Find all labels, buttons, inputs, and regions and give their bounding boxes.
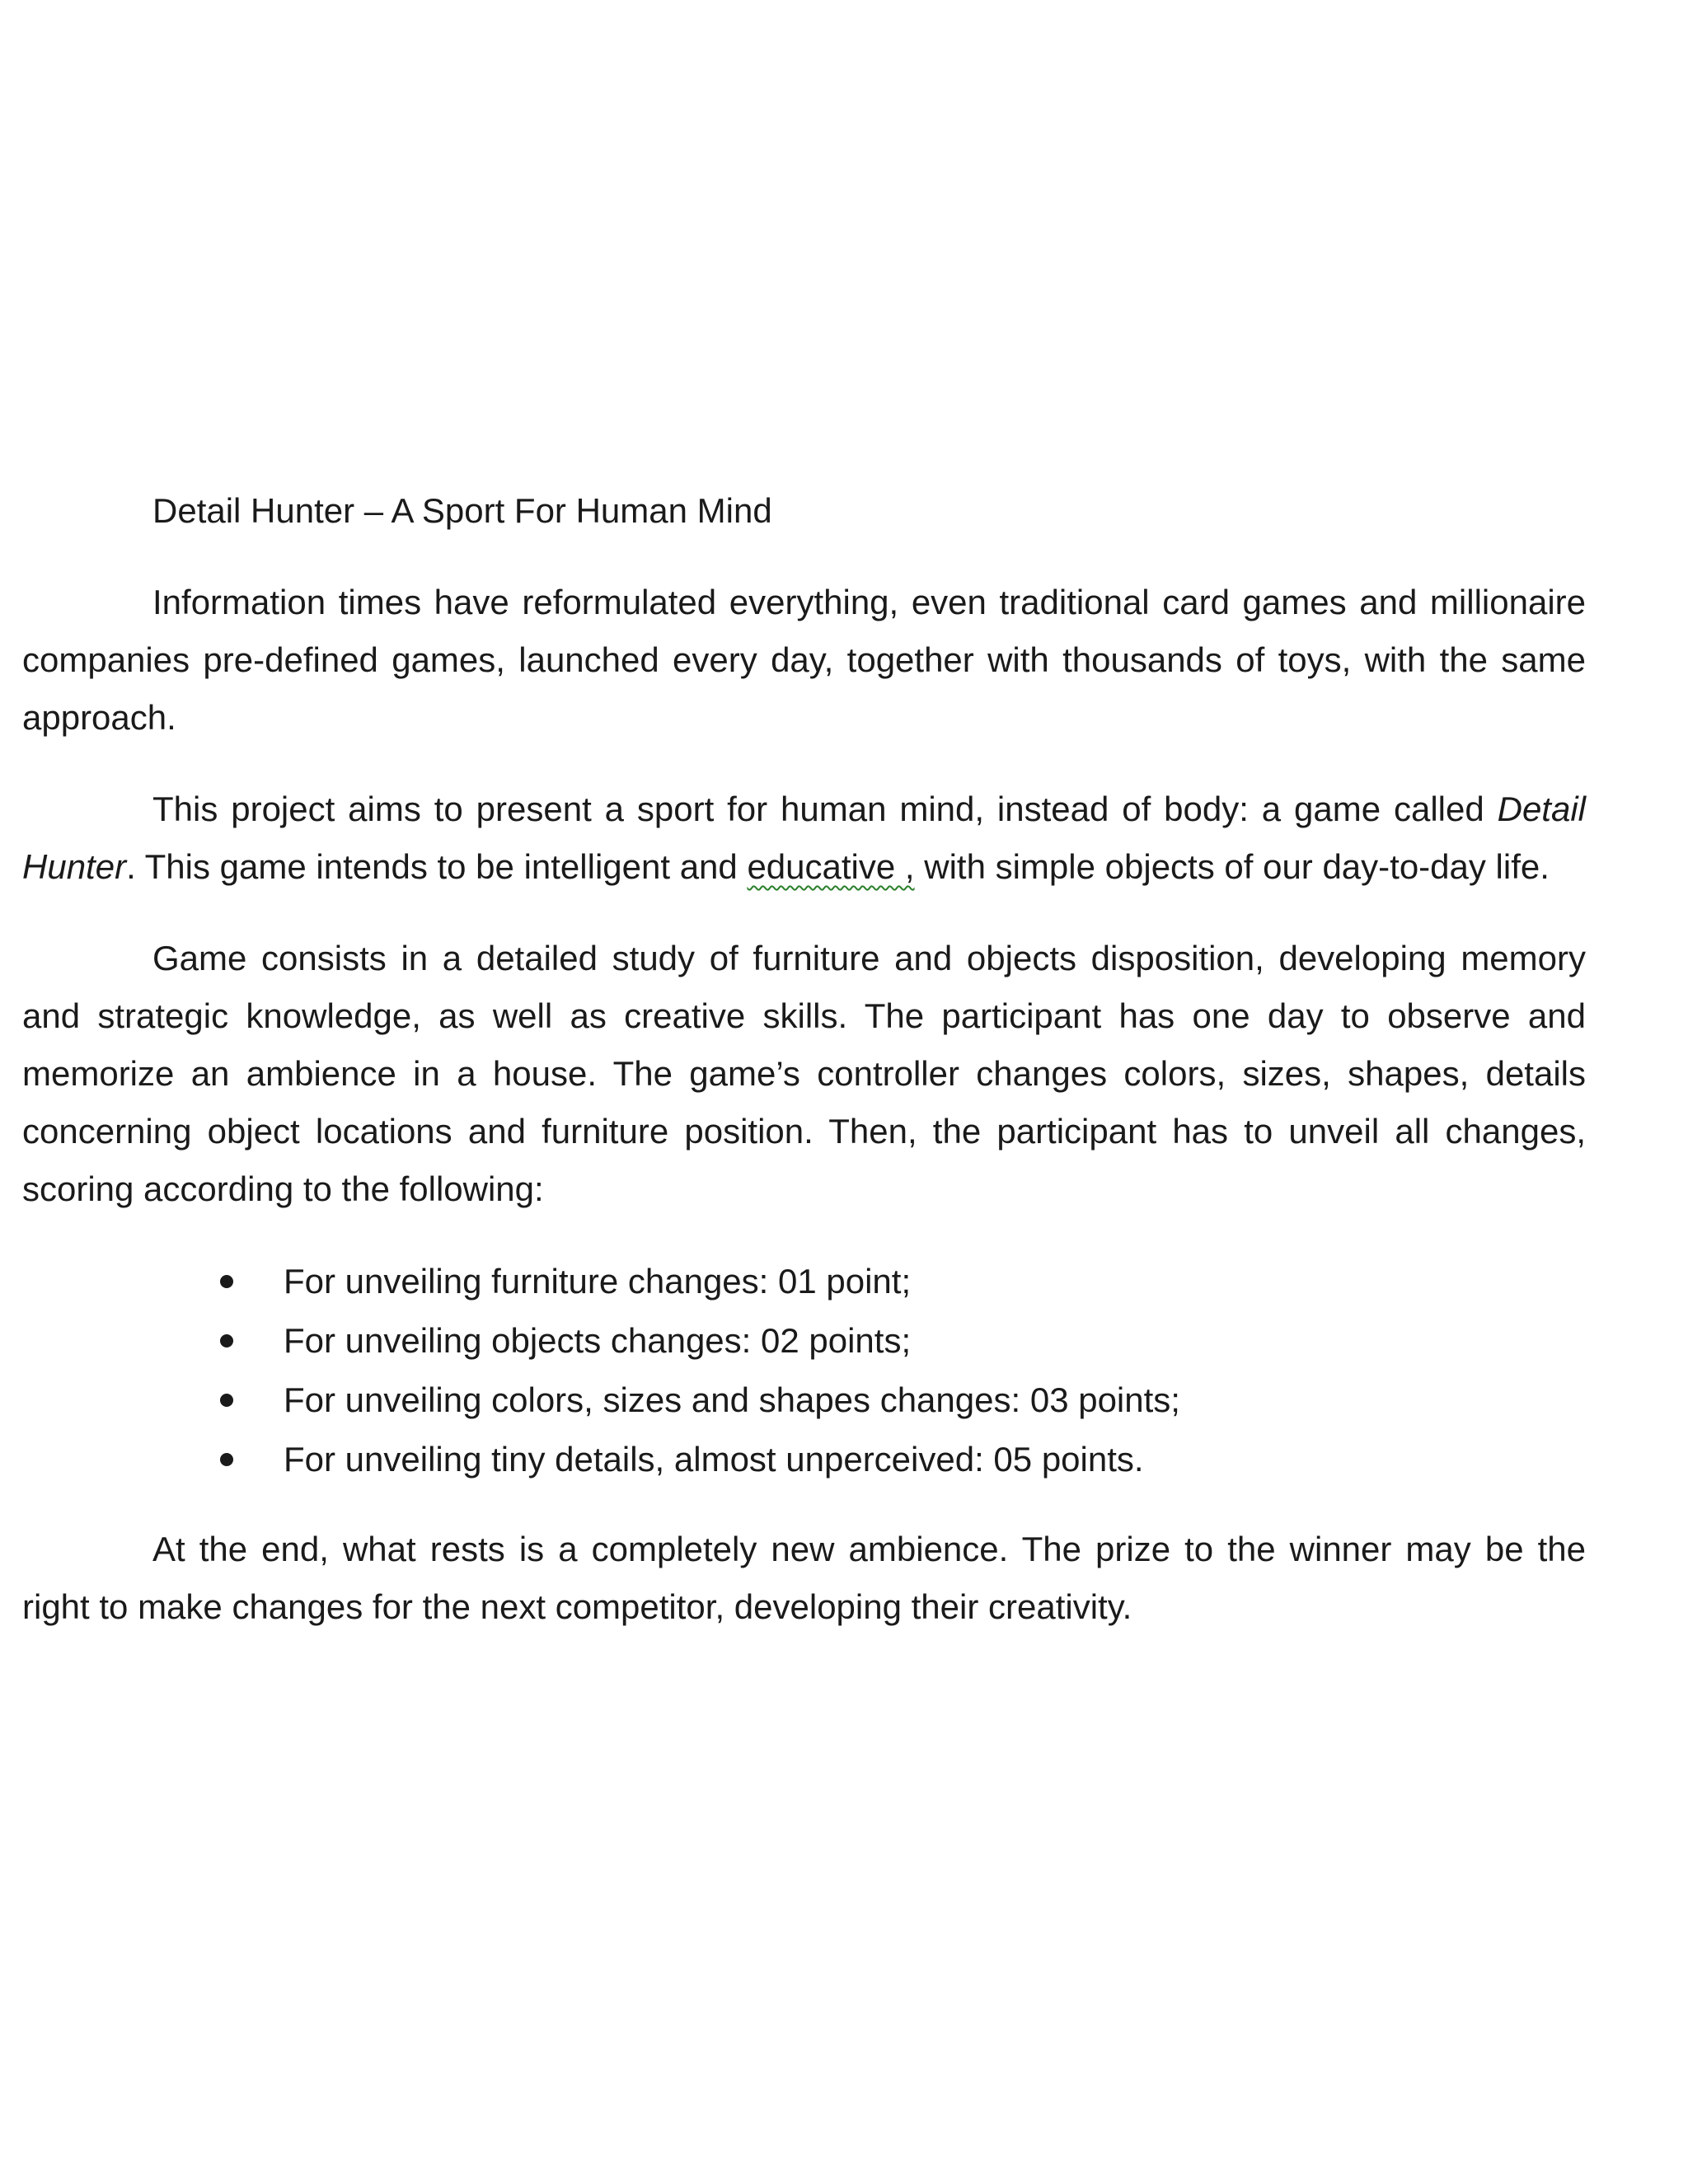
paragraph-intro: Information times have reformulated everything, even traditional card games and millionaire companies pre-defined games, launched every day, together with thousands of toys, with the same approach. bbox=[22, 583, 1586, 737]
paragraph-conclusion: At the end, what rests is a completely new ambience. The prize to the winner may be the right to make changes for the next competitor, developing their creativity. bbox=[22, 1530, 1586, 1626]
scoring-item-text: For unveiling objects changes: 02 points; bbox=[284, 1321, 912, 1360]
paragraph-project-text-3: with simple objects of our day-to-day life. bbox=[914, 847, 1550, 886]
bullet-icon bbox=[220, 1453, 233, 1466]
scoring-list-item bbox=[22, 1311, 1586, 1371]
document-title: Detail Hunter – A Sport For Human Mind bbox=[152, 491, 772, 530]
paragraph-project-text-2: . This game intends to be intelligent and bbox=[126, 847, 748, 886]
game-name-italic: Detail Hunter bbox=[22, 790, 1586, 886]
paragraph-rules: Game consists in a detailed study of furniture and objects disposition, developing memory and strategic knowledge, as well as creative skills. The participant has one day to observe and memorize an ambience in a house. The game’s controller changes colors, sizes, shapes, details concerning object locations and furniture position. Then, the participant has to unveil all changes, scoring according to the following: bbox=[22, 939, 1586, 1208]
paragraph-project-text-1: This project aims to present a sport for human mind, instead of body: a game called bbox=[152, 790, 1498, 828]
scoring-list-item bbox=[22, 1252, 1586, 1311]
paragraph-project bbox=[22, 780, 1586, 896]
scoring-item-text: For unveiling furniture changes: 01 point; bbox=[284, 1262, 912, 1301]
bullet-icon bbox=[220, 1275, 233, 1288]
scoring-list-item bbox=[22, 1430, 1586, 1489]
scoring-list-item bbox=[22, 1371, 1586, 1430]
scoring-item-text: For unveiling colors, sizes and shapes changes: 03 points; bbox=[284, 1380, 1180, 1419]
scoring-list bbox=[22, 1252, 1586, 1489]
scoring-item-text: For unveiling tiny details, almost unperceived: 05 points. bbox=[284, 1440, 1144, 1479]
spellcheck-flagged-word[interactable]: educative , bbox=[747, 847, 915, 886]
bullet-icon bbox=[220, 1394, 233, 1407]
bullet-icon bbox=[220, 1334, 233, 1347]
document-body bbox=[22, 485, 1586, 1670]
